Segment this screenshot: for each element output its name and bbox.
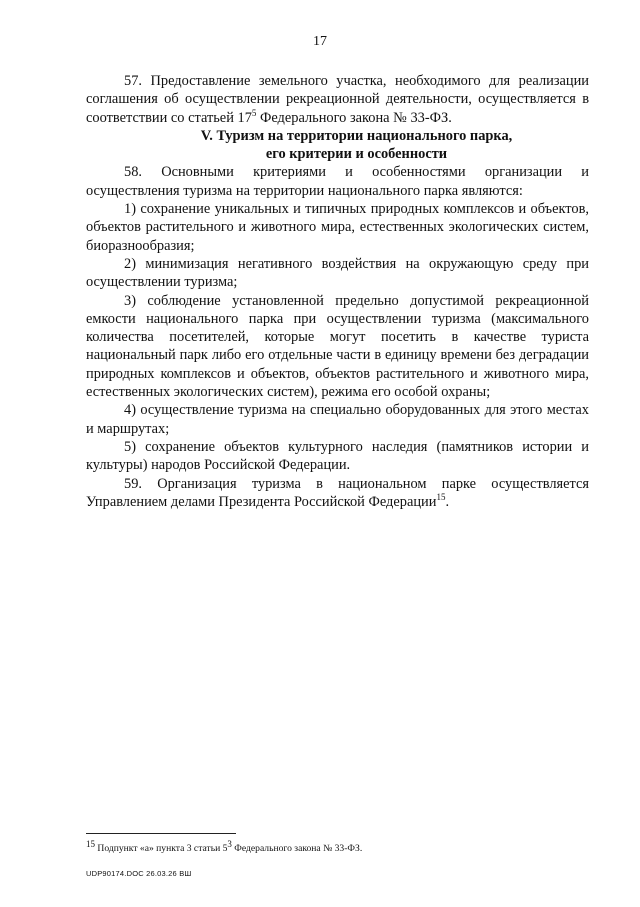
document-code: UDP90174.DOC 26.03.26 ВШ [86,869,192,878]
list-item-2: 2) минимизация негативного воздействия на окружающую среду при осуществлении туризма; [86,255,589,291]
list-item-3: 3) соблюдение установленной предельно допустимой рекреационной емкости национального парка при осуществлении туризма (максимального количества посетителей, которые могут посетить в качестве туриста национальный парк либо его отдельные части в единицу времени без деградации природных комплексов и объектов, объектов растительного и животного мира, естественных экологических систем), режима его особой охраны; [86,292,589,401]
section-heading [86,127,589,164]
paragraph-57 [86,72,589,127]
paragraph-59 [86,475,589,512]
section-heading-line-2: его критерии и особенности [265,146,448,163]
footnote-superscript: 3 [227,838,232,849]
list-item-4: 4) осуществление туризма на специально оборудованных для этого местах и маршрутах; [86,402,589,437]
page-number: 17 [313,34,327,49]
footnote [86,838,596,855]
section-heading-line-1: V. Туризм на территории национального парка, [200,127,513,144]
list-item-1: 1) сохранение уникальных и типичных природных комплексов и объектов, объектов растительного и животного мира, естественных экологических систем, биоразнообразия; [86,201,589,254]
paragraph-58: 58. Основными критериями и особенностями организации и осуществления туризма на территории национального парка являются: [86,164,589,199]
paragraph-59-text-end: . [445,493,450,510]
footnote-text-end: Федерального закона № 33-ФЗ. [231,843,363,854]
footnote-divider [86,833,236,834]
footnote-marker: 15 [86,838,95,849]
paragraph-57-text: 57. Предоставление земельного участка, необходимого для реализации соглашения об осуществлении рекреационной деятельности, осуществляется в соответствии со статьей 17 [86,73,589,126]
footnote-reference: 15 [436,492,446,503]
footnote-text: Подпункт «а» пункта 3 статьи 5 [95,843,228,854]
paragraph-57-superscript: 5 [251,107,257,118]
list-item-5: 5) сохранение объектов культурного наследия (памятников истории и культуры) народов Российской Федерации. [86,438,589,474]
paragraph-59-text: 59. Организация туризма в национальном парке осуществляется Управлением делами Президента Российской Федерации [86,475,589,510]
paragraph-57-text-end: Федерального закона № 33-ФЗ. [256,109,452,126]
document-body [86,72,589,511]
